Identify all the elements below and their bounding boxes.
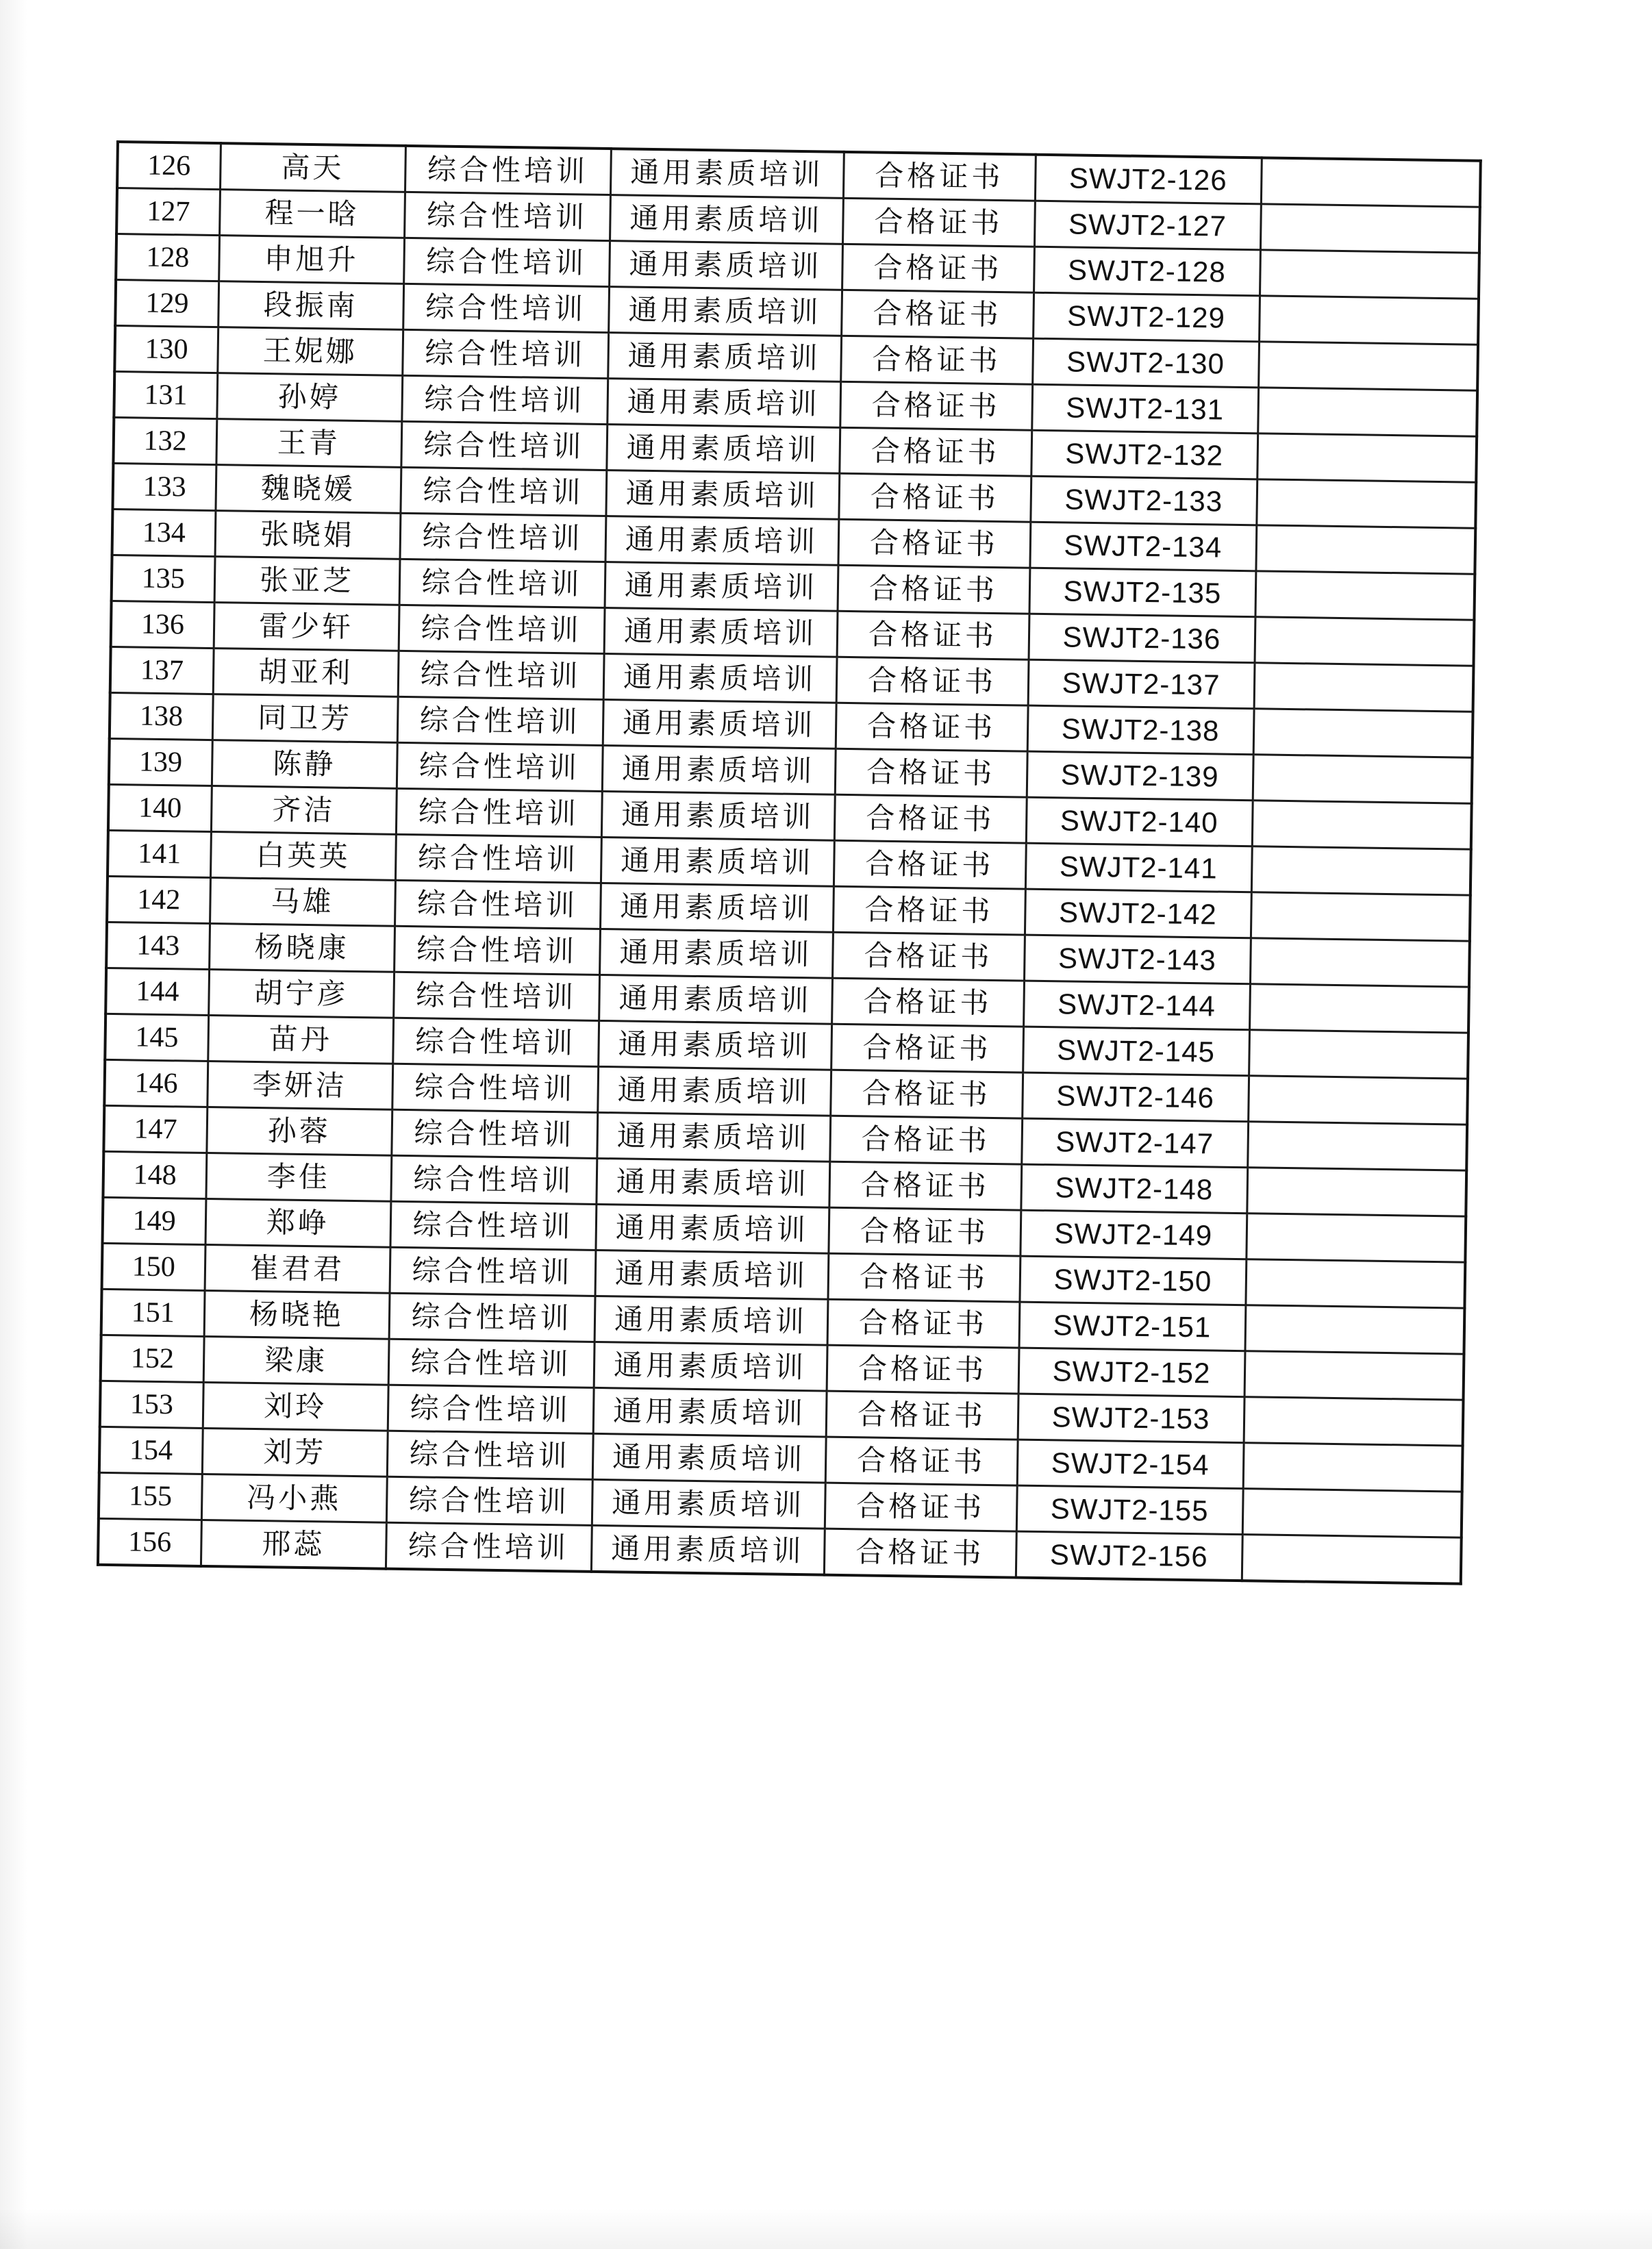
certificate-code: SWJT2-131 <box>1031 384 1258 434</box>
training-type: 综合性培训 <box>403 284 609 332</box>
trainee-name: 齐洁 <box>211 786 397 835</box>
certificate-type: 合格证书 <box>838 519 1030 568</box>
trainee-name: 郑峥 <box>205 1198 390 1247</box>
training-type: 综合性培训 <box>390 1155 597 1204</box>
training-course: 通用素质培训 <box>602 745 836 794</box>
training-course: 通用素质培训 <box>599 975 832 1024</box>
training-course: 通用素质培训 <box>605 516 838 566</box>
trainee-name: 杨晓康 <box>209 924 395 972</box>
trainee-name: 杨晓艳 <box>204 1290 390 1339</box>
training-course: 通用素质培训 <box>595 1250 829 1299</box>
row-number: 142 <box>107 876 210 923</box>
training-course: 通用素质培训 <box>603 700 836 749</box>
training-course: 通用素质培训 <box>595 1296 828 1345</box>
training-type: 综合性培训 <box>397 696 603 745</box>
training-course: 通用素质培训 <box>598 1020 831 1070</box>
trainee-name: 马雄 <box>210 878 395 927</box>
certificate-code: SWJT2-137 <box>1028 659 1255 709</box>
trainee-name: 同卫芳 <box>212 694 398 743</box>
certificate-type: 合格证书 <box>827 1253 1020 1302</box>
certificate-type: 合格证书 <box>833 886 1025 935</box>
training-course: 通用素质培训 <box>608 333 841 382</box>
row-number: 150 <box>102 1243 205 1290</box>
certificate-code: SWJT2-146 <box>1022 1072 1249 1122</box>
certificate-type: 合格证书 <box>841 290 1034 338</box>
trainee-name: 雷少轩 <box>214 603 399 651</box>
training-type: 综合性培训 <box>388 1385 594 1433</box>
remark-cell <box>1249 1030 1468 1079</box>
certificate-type: 合格证书 <box>834 794 1027 843</box>
certificate-code: SWJT2-138 <box>1027 705 1254 755</box>
remark-cell <box>1244 1351 1464 1400</box>
row-number: 140 <box>108 784 212 831</box>
trainee-name: 李妍洁 <box>207 1061 392 1109</box>
certificate-type: 合格证书 <box>840 381 1032 430</box>
training-course: 通用素质培训 <box>597 1066 831 1116</box>
training-course: 通用素质培训 <box>601 791 835 840</box>
row-number: 155 <box>99 1472 202 1520</box>
remark-cell <box>1242 1535 1462 1584</box>
certificate-roster-table <box>97 140 1482 1585</box>
remark-cell <box>1259 296 1479 344</box>
remark-cell <box>1243 1443 1463 1492</box>
certificate-code: SWJT2-153 <box>1018 1394 1244 1443</box>
trainee-name: 邢蕊 <box>201 1520 386 1568</box>
trainee-name: 苗丹 <box>208 1015 393 1064</box>
trainee-name: 孙蓉 <box>206 1107 392 1155</box>
training-type: 综合性培训 <box>388 1339 595 1387</box>
training-type: 综合性培训 <box>398 651 604 699</box>
row-number: 139 <box>109 738 212 786</box>
row-number: 153 <box>100 1381 203 1428</box>
row-number: 133 <box>112 463 216 510</box>
certificate-code: SWJT2-127 <box>1034 201 1261 250</box>
remark-cell <box>1253 709 1473 757</box>
certificate-type: 合格证书 <box>827 1345 1019 1394</box>
remark-cell <box>1251 846 1471 895</box>
remark-cell <box>1246 1214 1466 1262</box>
remark-cell <box>1247 1122 1467 1170</box>
certificate-type: 合格证书 <box>836 703 1028 751</box>
training-type: 综合性培训 <box>405 146 611 195</box>
trainee-name: 孙婷 <box>216 373 402 422</box>
certificate-type: 合格证书 <box>827 1299 1020 1348</box>
remark-cell <box>1254 663 1474 712</box>
remark-cell <box>1251 892 1470 941</box>
row-number: 132 <box>113 417 216 464</box>
certificate-code: SWJT2-129 <box>1033 292 1260 342</box>
certificate-code: SWJT2-143 <box>1024 935 1251 984</box>
row-number: 156 <box>98 1518 201 1566</box>
certificate-code: SWJT2-149 <box>1020 1210 1247 1259</box>
training-type: 综合性培训 <box>396 788 602 837</box>
certificate-type: 合格证书 <box>835 749 1027 797</box>
training-course: 通用素质培训 <box>605 562 838 612</box>
training-course: 通用素质培训 <box>592 1479 825 1529</box>
certificate-code: SWJT2-156 <box>1016 1531 1242 1581</box>
row-number: 149 <box>103 1197 206 1244</box>
training-type: 综合性培训 <box>390 1247 596 1296</box>
remark-cell <box>1260 204 1480 253</box>
trainee-name: 段振南 <box>218 281 403 330</box>
training-type: 综合性培训 <box>404 192 610 240</box>
trainee-name: 魏晓媛 <box>215 465 401 514</box>
remark-cell <box>1255 571 1475 620</box>
training-type: 综合性培训 <box>387 1431 593 1479</box>
remark-cell <box>1257 434 1477 482</box>
trainee-name: 申旭升 <box>218 236 404 284</box>
certificate-type: 合格证书 <box>829 1116 1022 1164</box>
certificate-code: SWJT2-135 <box>1029 568 1255 617</box>
certificate-type: 合格证书 <box>834 840 1026 889</box>
training-type: 综合性培训 <box>402 329 608 378</box>
training-type: 综合性培训 <box>392 1064 598 1112</box>
certificate-code: SWJT2-155 <box>1016 1485 1243 1535</box>
trainee-name: 王妮娜 <box>217 327 403 376</box>
training-course: 通用素质培训 <box>593 1387 827 1437</box>
training-course: 通用素质培训 <box>607 379 840 428</box>
remark-cell <box>1256 479 1476 528</box>
certificate-code: SWJT2-144 <box>1023 981 1250 1030</box>
row-number: 136 <box>111 601 214 648</box>
training-type: 综合性培训 <box>403 238 610 286</box>
training-course: 通用素质培训 <box>609 241 842 290</box>
certificate-code: SWJT2-139 <box>1027 751 1253 801</box>
certificate-type: 合格证书 <box>843 152 1036 201</box>
trainee-name: 刘芳 <box>202 1428 388 1477</box>
certificate-code: SWJT2-128 <box>1034 247 1260 296</box>
remark-cell <box>1253 755 1473 803</box>
trainee-name: 冯小燕 <box>201 1474 387 1522</box>
certificate-type: 合格证书 <box>828 1207 1021 1256</box>
remark-cell <box>1255 617 1475 666</box>
trainee-name: 梁康 <box>203 1336 389 1385</box>
certificate-code: SWJT2-148 <box>1021 1164 1247 1214</box>
training-course: 通用素质培训 <box>600 883 834 932</box>
scan-shadow-bottom <box>0 2208 1652 2249</box>
certificate-type: 合格证书 <box>842 244 1034 292</box>
certificate-type: 合格证书 <box>839 427 1031 476</box>
remark-cell <box>1244 1397 1464 1446</box>
certificate-type: 合格证书 <box>824 1529 1016 1577</box>
certificate-code: SWJT2-150 <box>1019 1256 1246 1305</box>
remark-cell <box>1248 1076 1468 1124</box>
training-type: 综合性培训 <box>395 880 601 929</box>
row-number: 143 <box>106 922 210 969</box>
certificate-code: SWJT2-145 <box>1023 1027 1249 1076</box>
remark-cell <box>1255 525 1475 574</box>
certificate-type: 合格证书 <box>836 657 1029 705</box>
row-number: 129 <box>115 280 218 327</box>
trainee-name: 王青 <box>216 419 401 468</box>
roster-sheet <box>97 140 1479 1585</box>
trainee-name: 白英英 <box>210 832 396 881</box>
certificate-code: SWJT2-136 <box>1029 614 1255 663</box>
trainee-name: 胡宁彦 <box>208 970 394 1018</box>
certificate-type: 合格证书 <box>838 473 1031 522</box>
certificate-code: SWJT2-132 <box>1031 430 1257 479</box>
training-type: 综合性培训 <box>399 559 605 607</box>
row-number: 148 <box>103 1151 206 1198</box>
scan-shadow-left <box>0 0 27 2249</box>
certificate-code: SWJT2-126 <box>1035 155 1262 204</box>
trainee-name: 程一晗 <box>219 190 405 238</box>
row-number: 138 <box>110 692 213 740</box>
certificate-type: 合格证书 <box>831 1024 1023 1072</box>
certificate-code: SWJT2-130 <box>1032 338 1259 388</box>
certificate-type: 合格证书 <box>837 611 1029 659</box>
certificate-code: SWJT2-151 <box>1019 1302 1246 1351</box>
training-type: 综合性培训 <box>400 513 606 562</box>
row-number: 126 <box>117 142 221 190</box>
row-number: 152 <box>101 1335 204 1382</box>
certificate-type: 合格证书 <box>825 1483 1017 1531</box>
certificate-code: SWJT2-134 <box>1029 522 1256 571</box>
row-number: 151 <box>101 1289 205 1336</box>
remark-cell <box>1247 1168 1466 1216</box>
training-type: 综合性培训 <box>390 1201 596 1250</box>
trainee-name: 李佳 <box>205 1153 391 1201</box>
row-number: 141 <box>108 830 211 877</box>
trainee-name: 胡亚利 <box>213 649 399 697</box>
training-type: 综合性培训 <box>394 926 600 975</box>
training-type: 综合性培训 <box>401 421 607 470</box>
remark-cell <box>1258 342 1478 390</box>
training-course: 通用素质培训 <box>591 1525 825 1574</box>
remark-cell <box>1242 1489 1462 1537</box>
certificate-type: 合格证书 <box>826 1391 1018 1440</box>
row-number: 127 <box>116 188 220 236</box>
training-course: 通用素质培训 <box>592 1433 826 1483</box>
remark-cell <box>1249 984 1469 1033</box>
row-number: 135 <box>112 555 215 602</box>
trainee-name: 崔君君 <box>205 1244 390 1293</box>
training-course: 通用素质培训 <box>594 1342 827 1391</box>
remark-cell <box>1260 250 1479 299</box>
certificate-type: 合格证书 <box>838 565 1030 614</box>
training-type: 综合性培训 <box>400 467 606 516</box>
trainee-name: 张晓娟 <box>215 511 401 560</box>
certificate-code: SWJT2-142 <box>1025 889 1251 938</box>
row-number: 131 <box>114 371 217 418</box>
certificate-type: 合格证书 <box>831 978 1024 1027</box>
training-course: 通用素质培训 <box>608 287 842 336</box>
training-type: 综合性培训 <box>395 834 601 883</box>
row-number: 154 <box>99 1427 203 1474</box>
training-type: 综合性培训 <box>392 1018 599 1066</box>
trainee-name: 刘玲 <box>203 1382 388 1431</box>
row-number: 147 <box>103 1105 207 1153</box>
remark-cell <box>1261 158 1481 207</box>
certificate-code: SWJT2-140 <box>1026 797 1253 846</box>
training-type: 综合性培训 <box>389 1293 595 1342</box>
training-course: 通用素质培训 <box>605 470 839 520</box>
certificate-type: 合格证书 <box>825 1437 1018 1485</box>
training-type: 综合性培训 <box>393 972 599 1020</box>
certificate-type: 合格证书 <box>830 1070 1023 1118</box>
remark-cell <box>1252 801 1472 849</box>
certificate-code: SWJT2-147 <box>1021 1118 1248 1168</box>
certificate-code: SWJT2-154 <box>1017 1440 1244 1489</box>
training-course: 通用素质培训 <box>610 149 844 198</box>
training-type: 综合性培训 <box>386 1522 592 1572</box>
row-number: 134 <box>112 509 216 556</box>
remark-cell <box>1257 388 1477 436</box>
training-course: 通用素质培训 <box>610 195 843 244</box>
certificate-code: SWJT2-133 <box>1030 476 1257 525</box>
remark-cell <box>1245 1259 1465 1308</box>
training-course: 通用素质培训 <box>601 837 834 886</box>
training-course: 通用素质培训 <box>604 608 838 657</box>
training-type: 综合性培训 <box>399 605 605 653</box>
training-course: 通用素质培训 <box>596 1158 829 1207</box>
certificate-code: SWJT2-152 <box>1018 1348 1245 1397</box>
training-type: 综合性培训 <box>386 1477 592 1525</box>
certificate-code: SWJT2-141 <box>1025 843 1252 892</box>
training-course: 通用素质培训 <box>599 929 833 978</box>
trainee-name: 张亚芝 <box>214 557 400 605</box>
row-number: 144 <box>105 968 209 1015</box>
training-type: 综合性培训 <box>397 742 603 791</box>
training-type: 综合性培训 <box>401 375 608 424</box>
training-type: 综合性培训 <box>391 1109 597 1158</box>
trainee-name: 高天 <box>220 143 405 192</box>
row-number: 146 <box>104 1059 208 1107</box>
row-number: 145 <box>105 1014 208 1061</box>
certificate-type: 合格证书 <box>840 336 1033 384</box>
trainee-name: 陈静 <box>212 740 397 789</box>
certificate-type: 合格证书 <box>829 1161 1021 1210</box>
certificate-type: 合格证书 <box>832 932 1025 981</box>
training-course: 通用素质培训 <box>595 1204 829 1253</box>
certificate-type: 合格证书 <box>842 198 1035 247</box>
remark-cell <box>1244 1305 1464 1354</box>
training-course: 通用素质培训 <box>606 425 840 474</box>
row-number: 128 <box>116 234 219 281</box>
row-number: 130 <box>114 326 218 373</box>
remark-cell <box>1250 938 1470 987</box>
training-course: 通用素质培训 <box>603 654 837 703</box>
row-number: 137 <box>110 646 214 694</box>
training-course: 通用素质培训 <box>597 1112 830 1161</box>
roster-body <box>98 142 1481 1584</box>
